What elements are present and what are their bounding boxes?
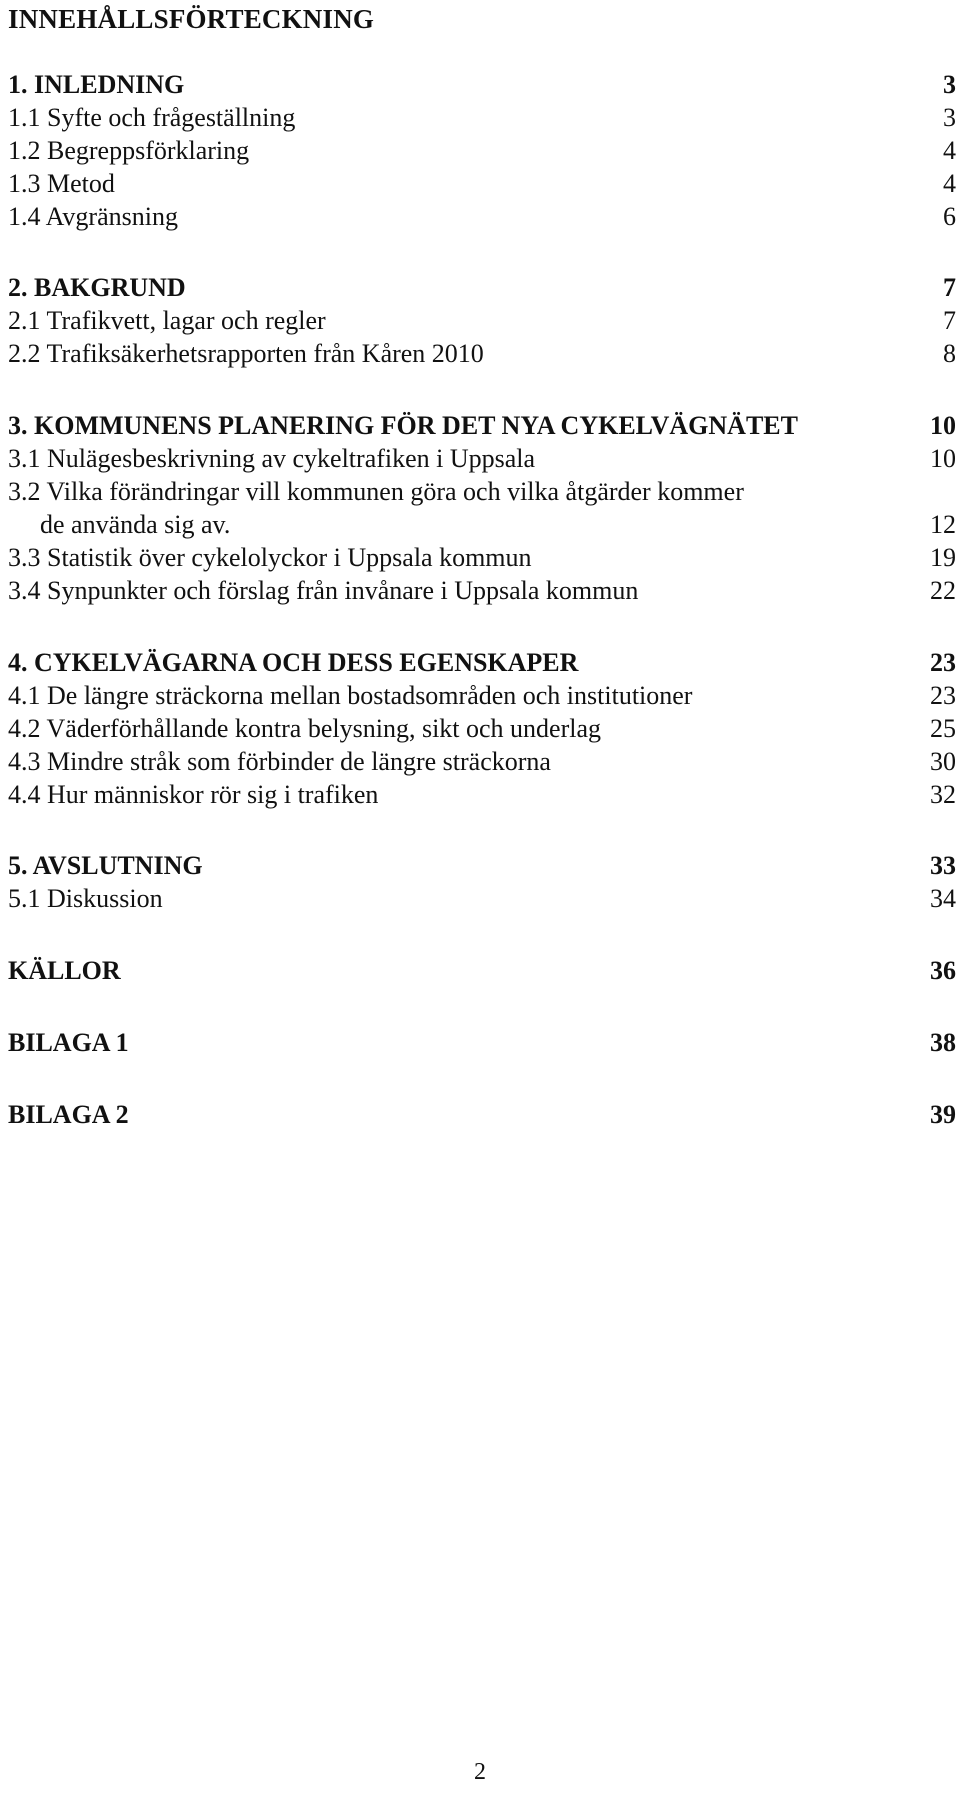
toc-entry-4[interactable] — [8, 646, 956, 680]
toc-entry-label: 1.4 Avgränsning — [8, 202, 178, 231]
toc-entry-label: 5.1 Diskussion — [8, 884, 163, 913]
page-number: 2 — [474, 1759, 486, 1785]
toc-entry-label: 3. KOMMUNENS PLANERING FÖR DET NYA CYKELVÄGNÄTET — [8, 411, 798, 440]
toc-entry-2-1[interactable] — [8, 304, 956, 338]
toc-entry-page: 4 — [943, 169, 956, 198]
toc-entry-kallor[interactable] — [8, 954, 956, 988]
toc-entry-4-1[interactable] — [8, 679, 956, 713]
toc-entry-page: 3 — [943, 70, 956, 99]
toc-entry-label: 2.1 Trafikvett, lagar och regler — [8, 306, 326, 335]
toc-entry-page: 12 — [930, 510, 956, 539]
toc-entry-1-3[interactable] — [8, 167, 956, 201]
toc-entry-page: 10 — [930, 444, 956, 473]
toc-entry-5-1[interactable] — [8, 882, 956, 916]
page-title: INNEHÅLLSFÖRTECKNING — [8, 4, 375, 34]
toc-entry-bilaga-2[interactable] — [8, 1098, 956, 1132]
toc-entry-label: 2.2 Trafiksäkerhetsrapporten från Kåren 2010 — [8, 339, 484, 368]
toc-entry-page: 23 — [930, 648, 956, 677]
toc-entry-label: 2. BAKGRUND — [8, 273, 186, 302]
toc-entry-label: 3.1 Nulägesbeskrivning av cykeltrafiken i Uppsala — [8, 444, 536, 473]
toc-entry-page: 23 — [930, 681, 956, 710]
toc-entry-label: 3.3 Statistik över cykelolyckor i Uppsala kommun — [8, 543, 532, 572]
toc-entry-label: 4.1 De längre sträckorna mellan bostadsområden och institutioner — [8, 681, 693, 710]
toc-entry-page: 39 — [930, 1100, 956, 1129]
toc-entry-page: 4 — [943, 136, 956, 165]
toc-entry-label: 3.2 Vilka förändringar vill kommunen göra och vilka åtgärder kommer — [8, 477, 744, 506]
toc-entry-4-4[interactable] — [8, 778, 956, 812]
toc-entry-page: 7 — [943, 306, 956, 335]
toc-entry-1-4[interactable] — [8, 200, 956, 234]
toc-entry-3-1[interactable] — [8, 442, 956, 476]
toc-entry-page: 22 — [930, 576, 956, 605]
toc-entry-1-1[interactable] — [8, 101, 956, 135]
toc-entry-5[interactable] — [8, 849, 956, 883]
toc-entry-page: 3 — [943, 103, 956, 132]
toc-entry-page: 25 — [930, 714, 956, 743]
toc-entry-label: KÄLLOR — [8, 956, 121, 985]
toc-entry-label: 4.3 Mindre stråk som förbinder de längre sträckorna — [8, 747, 551, 776]
toc-entry-1-2[interactable] — [8, 134, 956, 168]
toc-entry-page: 33 — [930, 851, 956, 880]
toc-entry-page: 6 — [943, 202, 956, 231]
toc-entry-page: 36 — [930, 956, 956, 985]
toc-entry-3-2-continued[interactable] — [8, 508, 956, 542]
toc-entry-page: 10 — [930, 411, 956, 440]
toc-entry-label: 4. CYKELVÄGARNA OCH DESS EGENSKAPER — [8, 648, 579, 677]
toc-entry-label: 4.2 Väderförhållande kontra belysning, sikt och underlag — [8, 714, 602, 743]
toc-entry-label: 1.1 Syfte och frågeställning — [8, 103, 296, 132]
toc-entry-label: 1. INLEDNING — [8, 70, 185, 99]
toc-entry-label: 1.2 Begreppsförklaring — [8, 136, 250, 165]
toc-entry-label: 4.4 Hur människor rör sig i trafiken — [8, 780, 379, 809]
toc-entry-label: BILAGA 2 — [8, 1100, 129, 1129]
toc-entry-2-2[interactable] — [8, 337, 956, 371]
toc-entry-page: 34 — [930, 884, 956, 913]
toc-entry-page: 30 — [930, 747, 956, 776]
toc-entry-4-2[interactable] — [8, 712, 956, 746]
toc-entry-page: 19 — [930, 543, 956, 572]
toc-entry-3[interactable] — [8, 409, 956, 443]
toc-entry-page: 32 — [930, 780, 956, 809]
toc-entry-1[interactable] — [8, 68, 956, 102]
toc-entry-page: 8 — [943, 339, 956, 368]
toc-entry-bilaga-1[interactable] — [8, 1026, 956, 1060]
toc-entry-3-2[interactable] — [8, 475, 956, 509]
toc-entry-page: 38 — [930, 1028, 956, 1057]
toc-entry-label: 5. AVSLUTNING — [8, 851, 203, 880]
toc-entry-3-4[interactable] — [8, 574, 956, 608]
toc-entry-2[interactable] — [8, 271, 956, 305]
toc-entry-label: 3.4 Synpunkter och förslag från invånare i Uppsala kommun — [8, 576, 639, 605]
toc-entry-label: 1.3 Metod — [8, 169, 115, 198]
toc-entry-label: BILAGA 1 — [8, 1028, 129, 1057]
toc-entry-3-3[interactable] — [8, 541, 956, 575]
toc-entry-page: 7 — [943, 273, 956, 302]
toc-entry-label: de använda sig av. — [40, 510, 231, 539]
toc-entry-4-3[interactable] — [8, 745, 956, 779]
